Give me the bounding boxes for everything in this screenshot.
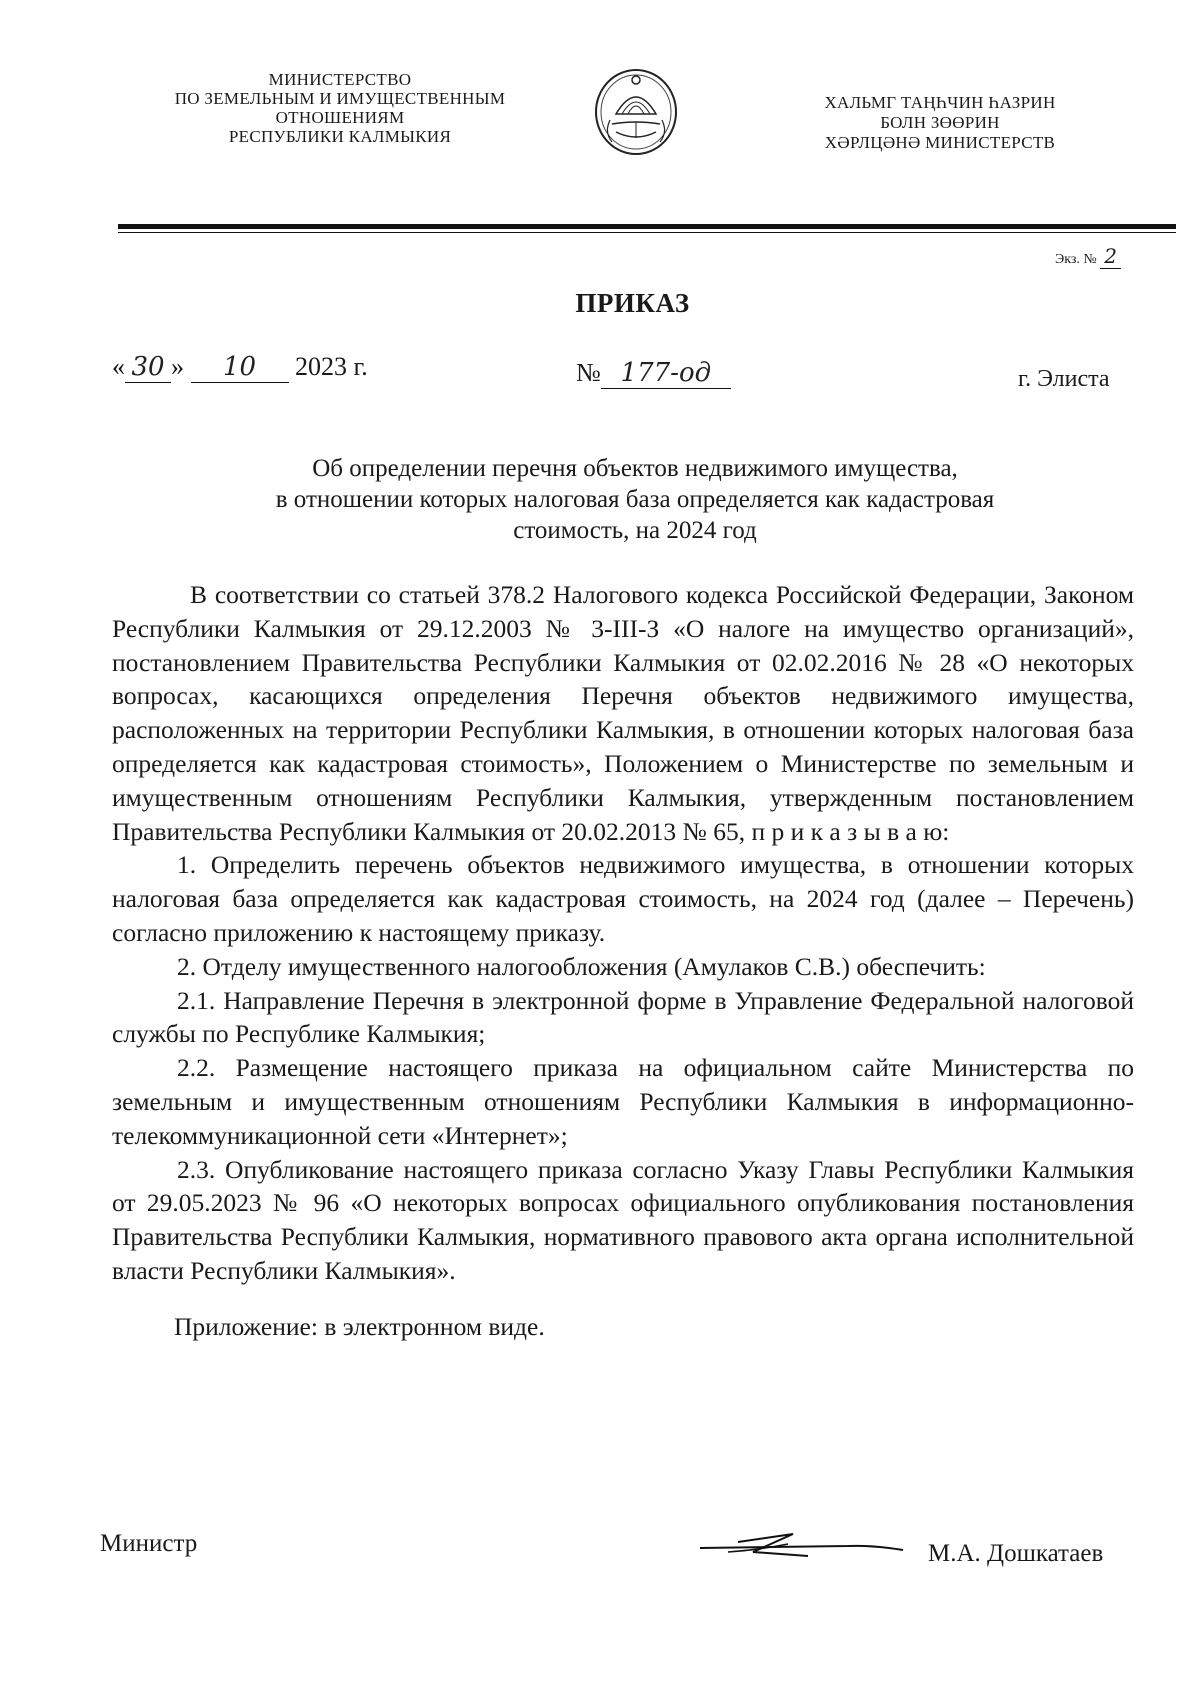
number-label: № [576,358,601,387]
copy-label: Экз. № [1055,252,1097,267]
subject-line: в отношении которых налоговая база определяется как кадастровая [275,486,995,513]
subject-line: стоимость, на 2024 год [513,517,757,544]
header-line: ПО ЗЕМЕЛЬНЫМ И ИМУЩЕСТВЕННЫМ [174,89,506,108]
order-subject [190,453,1080,546]
item-2: 2. Отделу имущественного налогообложения (Амулаков С.В.) обеспечить: [177,951,986,981]
signatory-position: Министр [100,1530,198,1557]
header-line: БОЛН ЗӨӨРИН [880,113,1000,132]
ministry-header-kalmyk [800,93,1080,153]
header-divider-thin [118,232,1176,233]
preamble: В соответствии со статьей 378.2 Налогового кодекса Российской Федерации, Законом Республики Калмыкия от 29.12.2003 № 3-III-З «О налоге на имущество организаций», постановлением Правительства Республики Калмыкия от 02.02.2016 № 28 «О некоторых вопросах, касающихся определения Перечня объектов недвижимого имущества, расположенных на территории Республики Калмыкия, в отношении которых налоговая база определяется как кадастровая стоимость», Положением о Министерстве по земельным и имущественным отношениям Республики Калмыкия, утвержденным постановлением Правительства Республики Калмыкия от 20.02.2013 № 65, п р и к а з ы в а ю: [112,580,1134,846]
number-value: 177-од [601,358,731,389]
city: г. Элиста [1018,366,1110,392]
header-divider-thick [118,224,1176,229]
header-line: ОТНОШЕНИЯМ [275,108,405,127]
signatory-name: М.А. Дошкатаев [928,1540,1104,1567]
date-day: 30 [125,352,171,383]
order-body [112,578,1134,1344]
document-title: ПРИКАЗ [575,288,690,318]
ministry-header-russian [145,70,535,146]
header-line: ХӘРЛЦӘНӘ МИНИСТЕРСТВ [824,133,1056,152]
date-month: 10 [191,352,289,383]
item-1: 1. Определить перечень объектов недвижимого имущества, в отношении которых налоговая база определяется как кадастровая стоимость, на 2024 год (далее – Перечень) согласно приложению к настоящему приказу. [112,850,1134,947]
handwritten-signature [698,1526,908,1566]
attachment-note: Приложение: в электронном виде. [174,1311,545,1341]
header-line: ХАЛЬМГ ТАҢҺЧИН ҺАЗРИН [824,93,1056,112]
header-line: МИНИСТЕРСТВО [268,70,412,89]
order-number [576,358,731,389]
order-date [112,352,368,383]
coat-of-arms-emblem [588,62,684,158]
date-open-quote: « [112,352,125,381]
header-line: РЕСПУБЛИКИ КАЛМЫКИЯ [228,127,452,146]
subject-line: Об определении перечня объектов недвижимого имущества, [312,455,958,482]
date-close-quote: » [171,352,184,381]
date-year: 2023 г. [295,352,368,381]
item-2-1: 2.1. Направление Перечня в электронной форме в Управление Федеральной налоговой службы по Республике Калмыкия; [112,985,1134,1049]
copy-number [1055,244,1121,268]
item-2-2: 2.2. Размещение настоящего приказа на официальном сайте Министерства по земельным и имущественным отношениям Республики Калмыкия в информационно-телекоммуникационной сети «Интернет»; [112,1053,1134,1150]
item-2-3: 2.3. Опубликование настоящего приказа согласно Указу Главы Республики Калмыкия от 29.05.2023 № 96 «О некоторых вопросах официального опубликования постановления Правительства Республики Калмыкия, нормативного правового акта органа исполнительной власти Республики Калмыкия». [112,1154,1134,1285]
copy-number-value: 2 [1100,244,1121,269]
